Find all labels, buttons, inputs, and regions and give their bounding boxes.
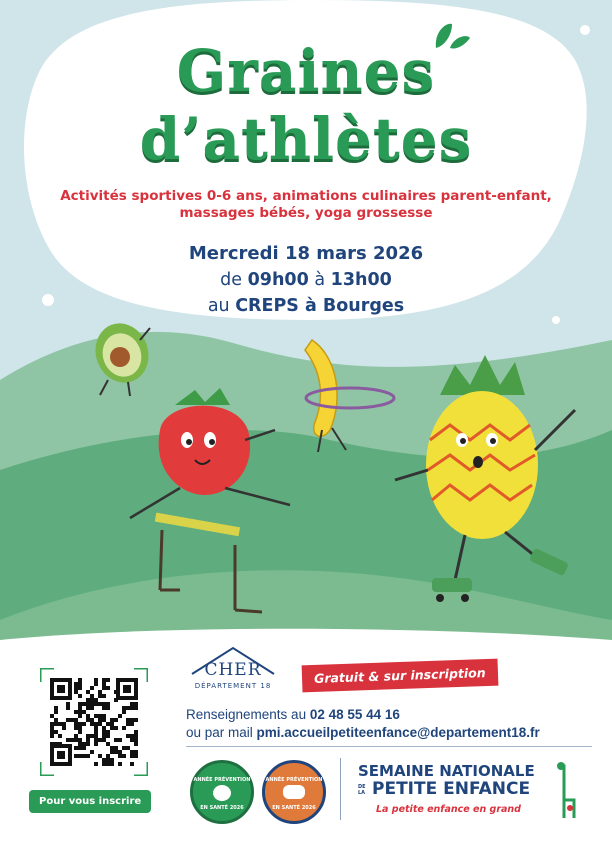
- semaine-line-2: [358, 779, 530, 799]
- shoe-icon: [283, 785, 305, 799]
- mail-line: [186, 725, 540, 740]
- event-place: [0, 293, 612, 319]
- place-prefix: au: [207, 296, 236, 316]
- cher-logo: [188, 644, 278, 696]
- divider: [186, 746, 592, 747]
- badge-2-line1: ANNÉE PRÉVENTION: [265, 777, 323, 783]
- apple-icon: [213, 785, 231, 801]
- cher-word: CHER: [204, 660, 262, 680]
- giraffe-icon: [548, 760, 582, 822]
- register-button[interactable]: Pour vous inscrire: [29, 790, 151, 813]
- cher-sub: [188, 682, 278, 690]
- cher-sub-text: DÉPARTEMENT: [194, 682, 258, 690]
- semaine-tagline: La petite enfance en grand: [376, 804, 521, 815]
- time-prefix: de: [220, 270, 248, 290]
- badge-2-line2: EN SANTÉ 2026: [272, 805, 316, 811]
- title-line-2: d’athlètes: [139, 105, 473, 173]
- cher-num: 18: [260, 682, 272, 690]
- place-name: CREPS à Bourges: [235, 296, 405, 316]
- badge-prevention-2: [262, 760, 326, 824]
- subtitle-line-2: massages bébés, yoga grossesse: [179, 205, 433, 221]
- time-end: 13h00: [330, 270, 392, 290]
- event-date: Mercredi 18 mars 2026: [188, 243, 424, 264]
- phone-line: [186, 707, 400, 722]
- mail-address[interactable]: pmi.accueilpetiteenfance@departement18.fr: [256, 725, 540, 740]
- semaine-line-1: SEMAINE NATIONALE: [358, 762, 535, 780]
- semaine-de-la: DE LA: [358, 783, 366, 796]
- subtitle-line-1: Activités sportives 0-6 ans, animations culinaires parent-enfant,: [60, 188, 552, 204]
- free-registration-tag: Gratuit & sur inscription: [302, 659, 498, 693]
- event-time: [0, 267, 612, 293]
- mail-prefix: ou par mail: [186, 725, 257, 740]
- phone-number[interactable]: 02 48 55 44 16: [309, 707, 400, 722]
- time-mid: à: [308, 270, 331, 290]
- badge-1-line2: EN SANTÉ 2026: [200, 805, 244, 811]
- time-start: 09h00: [247, 270, 309, 290]
- leaf-icon: [430, 18, 472, 56]
- qr-code[interactable]: [40, 668, 148, 776]
- semaine-petite-enfance: PETITE ENFANCE: [372, 779, 531, 799]
- title-line-1: Graines: [176, 37, 436, 105]
- phone-prefix: Renseignements au: [186, 707, 310, 722]
- badge-prevention-1: [190, 760, 254, 824]
- badge-1-line1: ANNÉE PRÉVENTION: [193, 777, 251, 783]
- vertical-divider: [340, 758, 341, 820]
